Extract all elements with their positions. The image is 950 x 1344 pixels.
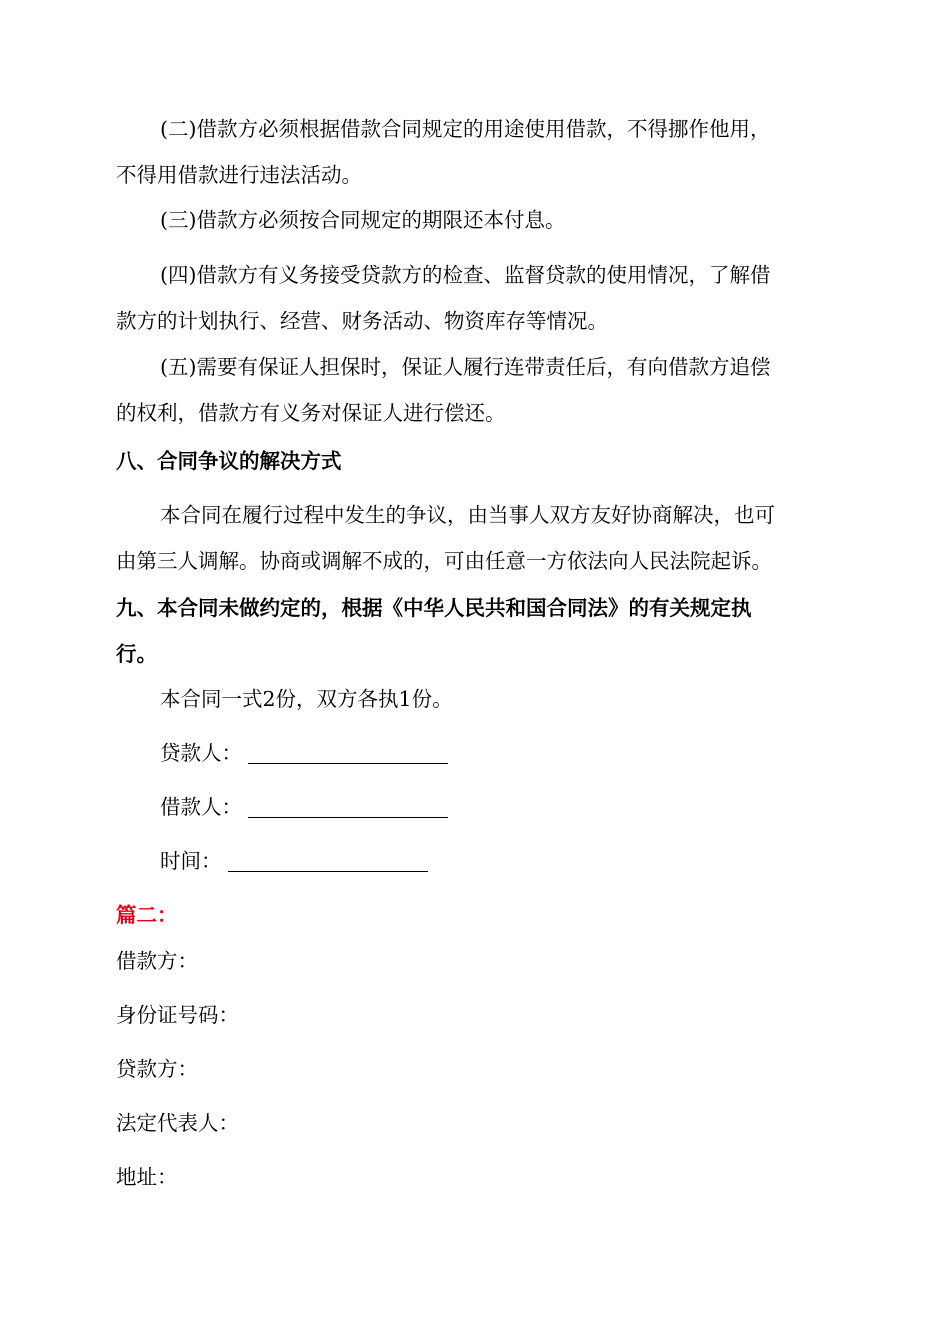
copies-statement bbox=[116, 676, 834, 722]
field-legal-rep-label: 法定代表人： bbox=[116, 1111, 239, 1135]
copies-text: 本合同一式2份，双方各执1份。 bbox=[160, 687, 453, 711]
field-lender bbox=[116, 1046, 834, 1092]
dispute-line-2: 由第三人调解。协商或调解不成的，可由任意一方依法向人民法院起诉。 bbox=[116, 549, 772, 573]
clause-5-paragraph bbox=[116, 344, 834, 436]
clause-4-line-2: 款方的计划执行、经营、财务活动、物资库存等情况。 bbox=[116, 309, 608, 333]
clause-3-paragraph bbox=[116, 197, 834, 243]
section-8-heading bbox=[116, 438, 834, 484]
field-borrower bbox=[116, 938, 834, 984]
field-address-label: 地址： bbox=[116, 1165, 178, 1189]
lender-signature-line bbox=[248, 762, 448, 764]
field-lender-label: 贷款方： bbox=[116, 1057, 198, 1081]
date-line bbox=[228, 870, 428, 872]
clause-4-line-1: (四)借款方有义务接受贷款方的检查、监督贷款的使用情况，了解借 bbox=[160, 263, 771, 287]
clause-2-line-2: 不得用借款进行违法活动。 bbox=[116, 163, 362, 187]
field-borrower-label: 借款方： bbox=[116, 949, 198, 973]
date-label: 时间： bbox=[160, 849, 222, 873]
borrower-signature-label: 借款人： bbox=[160, 795, 242, 819]
lender-signature-label: 贷款人： bbox=[160, 741, 242, 765]
clause-5-line-2: 的权利，借款方有义务对保证人进行偿还。 bbox=[116, 401, 506, 425]
lender-signature-row bbox=[160, 730, 878, 776]
field-id-number bbox=[116, 992, 834, 1038]
part-2-heading bbox=[116, 892, 834, 938]
dispute-paragraph bbox=[116, 492, 834, 584]
dispute-line-1: 本合同在履行过程中发生的争议，由当事人双方友好协商解决，也可 bbox=[160, 503, 775, 527]
clause-3-line: (三)借款方必须按合同规定的期限还本付息。 bbox=[160, 208, 566, 232]
part-2-heading-text: 篇二： bbox=[116, 903, 178, 927]
field-id-number-label: 身份证号码： bbox=[116, 1003, 239, 1027]
field-legal-rep bbox=[116, 1100, 834, 1146]
section-9-line-2: 行。 bbox=[116, 642, 157, 666]
borrower-signature-row bbox=[160, 784, 878, 830]
field-address bbox=[116, 1154, 834, 1200]
clause-2-paragraph bbox=[116, 106, 834, 198]
clause-5-line-1: (五)需要有保证人担保时，保证人履行连带责任后，有向借款方追偿 bbox=[160, 355, 771, 379]
date-row bbox=[160, 838, 878, 884]
section-8-heading-text: 八、合同争议的解决方式 bbox=[116, 449, 342, 473]
borrower-signature-line bbox=[248, 816, 448, 818]
clause-4-paragraph bbox=[116, 252, 834, 344]
clause-2-line-1: (二)借款方必须根据借款合同规定的用途使用借款，不得挪作他用， bbox=[160, 117, 771, 141]
section-9-heading bbox=[116, 585, 834, 677]
section-9-line-1: 九、本合同未做约定的，根据《中华人民共和国合同法》的有关规定执 bbox=[116, 596, 752, 620]
